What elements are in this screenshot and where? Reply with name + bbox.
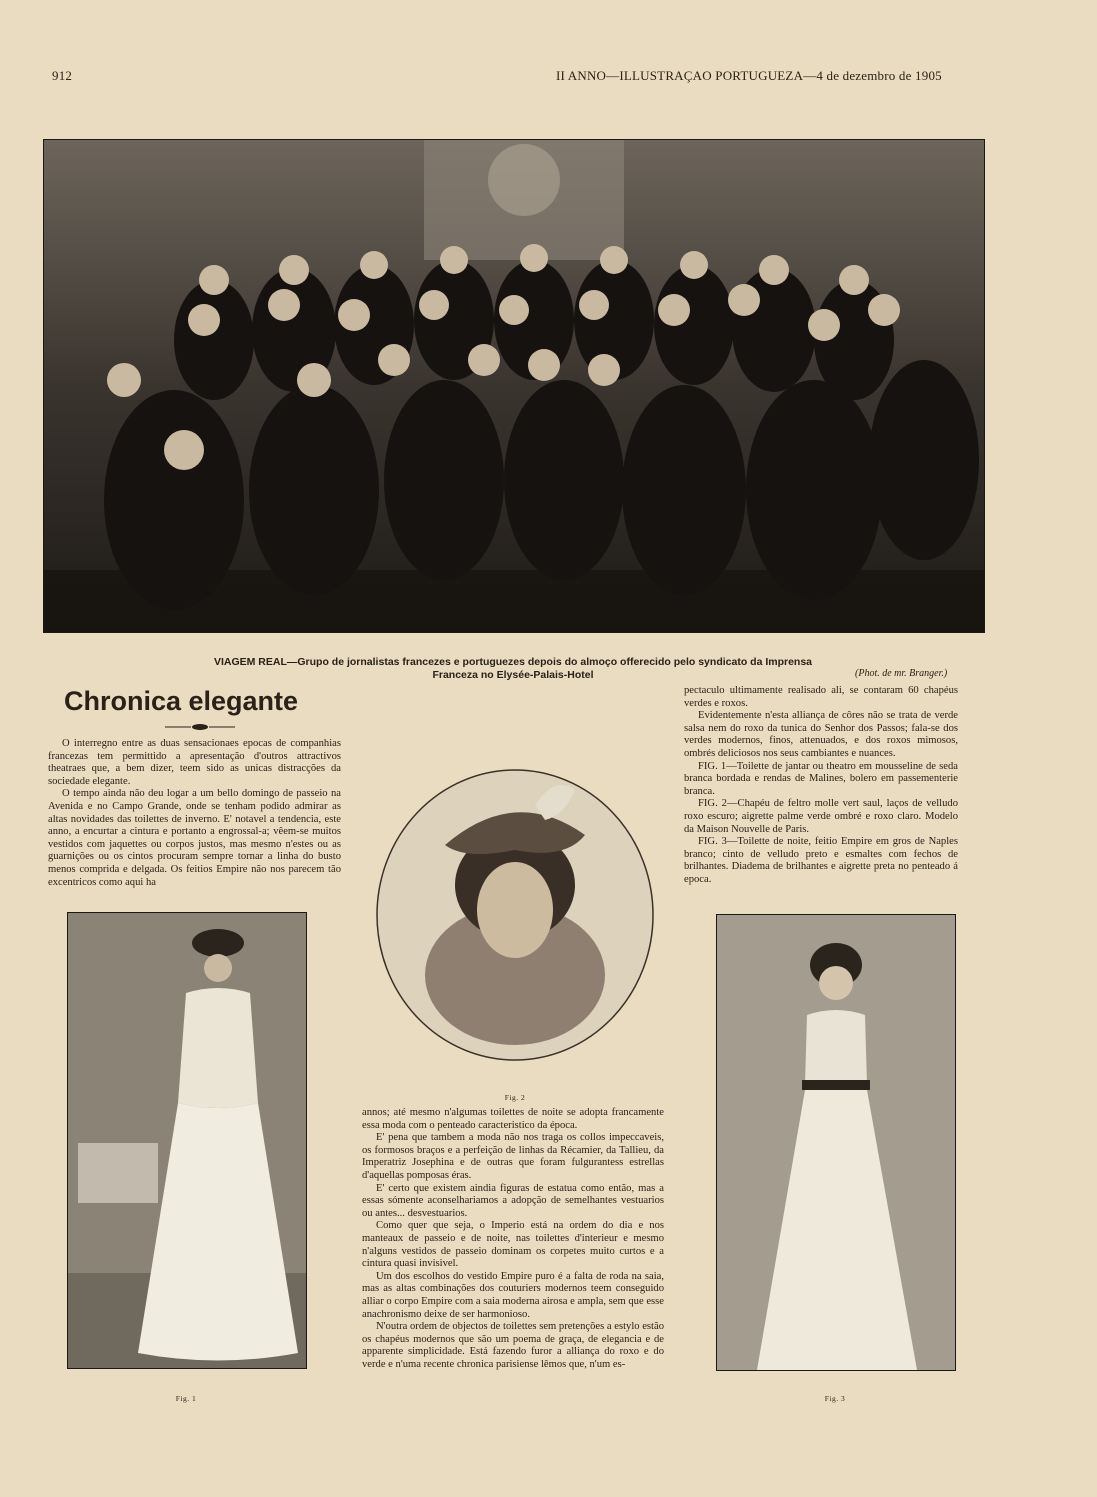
group-photo-illustration [44, 140, 984, 632]
fig1-label: Fig. 1 [175, 1394, 197, 1403]
fig2-label: Fig. 2 [504, 1093, 526, 1102]
paragraph: FIG. 1—Toilette de jantar ou theatro em mousseline de seda branca bordada e rendas de Malines, bolero em passementerie branca. [684, 760, 958, 797]
fig3-photo [716, 914, 956, 1371]
paragraph: Como quer que seja, o Imperio está na ordem do dia e nos manteaux de passeio e de noite, nas toilettes d'interieur e mesmo n'alguns vestidos de passeio dominam os corpetes muito curtos e a cintura quasi invisivel. [362, 1220, 664, 1270]
title-ornament [165, 722, 235, 732]
paragraph: E' certo que existem aindia figuras de estatua como então, mas a essas sómente aconselhariamos a adopção de semelhantes vestuarios ou antes... desvestuarios. [362, 1182, 664, 1219]
article-title: Chronica elegante [64, 686, 299, 716]
paragraph: annos; até mesmo n'algumas toilettes de noite se adopta francamente essa moda com o penteado caracteristico da época. [362, 1107, 664, 1131]
paragraph: O interregno entre as duas sensacionaes epocas de companhias francezas tem permittido a apresentação d'outros attractivos theatraes que, a bem dizer, teem sido as unicas distracções da sociedade elegante. [48, 738, 341, 787]
photo-credit: (Phot. de mr. Branger.) [855, 668, 948, 679]
photo-caption-line2: Franceza no Elysée-Palais-Hotel [432, 669, 594, 681]
group-photo [43, 139, 985, 633]
column-3-text [684, 685, 958, 887]
paragraph: O tempo ainda não deu logar a um bello domingo de passeio na Avenida e no Campo Grande, onde se tenham podido admirar as altas novidades das toilettes de inverno. E' notavel a tendencia, este anno, a encurtar a cintura e portanto a engrossal-a; vêem-se muitos vestidos com jaquettes ou corpos justos, mas mesmo n'estes ou as guarnições ou os cintos procuram sempre tornar a linha do busto menos comprida e delgada. Os feitios Empire não nos parecem tão excentricos como aqui ha [48, 788, 341, 888]
running-title: II ANNO—ILLUSTRAÇAO PORTUGUEZA—4 de dezembro de 1905 [556, 68, 942, 83]
woman-standing-illustration [68, 913, 306, 1368]
paragraph: FIG. 3—Toilette de noite, feitio Empire em gros de Naples branco; cinto de velludo preto e esmaltes com fechos de brilhantes. Diadema de brilhantes e aigrette preta no penteado á epoca. [684, 836, 958, 885]
column-2-text [362, 1107, 664, 1371]
fig2-portrait [365, 765, 665, 1075]
paragraph: pectaculo ultimamente realisado ali, se contaram 60 chapéus verdes e roxos. [684, 685, 958, 709]
column-1-text [48, 738, 341, 889]
paragraph: E' pena que tambem a moda não nos traga os collos impeccaveis, os formosos braços e a perfeição de linhas da Récamier, da Tallieu, da Imperatriz Josephina e de outras que foram fulgurantess estrellas d'aquellas pomposas éras. [362, 1132, 664, 1181]
paragraph: Um dos escolhos do vestido Empire puro é a falta de roda na saia, mas as altas combinações dos couturiers modernos teem conseguido alliar o corpo Empire com a saia moderna airosa e ampla, sem que esse anachronismo deixe de ser harmonioso. [362, 1270, 664, 1320]
woman-empire-gown-illustration [717, 915, 955, 1370]
paragraph: N'outra ordem de objectos de toilettes sem pretenções a estylo estão os chapéus modernos que são um poema de graça, de elegancia e de apparente simplicidade. Está fazendo furor a alliança do roxo e do verde e n'uma recente chronica parisiense lêmos que, n'um es- [362, 1321, 664, 1370]
paragraph: Evidentemente n'esta alliança de côres não se trata de verde salsa nem do roxo da tunica do Senhor dos Passos; fala-se dos verdes modernos, finos, attenuados, e dos roxos mimosos, ombrés deliciosos nos seus cambiantes e nuances. [684, 710, 958, 759]
page-number: 912 [52, 68, 73, 83]
photo-caption-line1: VIAGEM REAL—Grupo de jornalistas francezes e portuguezes depois do almoço offerecido pelo syndicato da Imprensa [213, 656, 813, 668]
fig3-label: Fig. 3 [824, 1394, 846, 1403]
paragraph: FIG. 2—Chapéu de feltro molle vert saul, laços de velludo roxo escuro; aigrette palme verde ombré e roxo claro. Modelo da Maison Nouvelle de Paris. [684, 798, 958, 835]
fig1-photo [67, 912, 307, 1369]
